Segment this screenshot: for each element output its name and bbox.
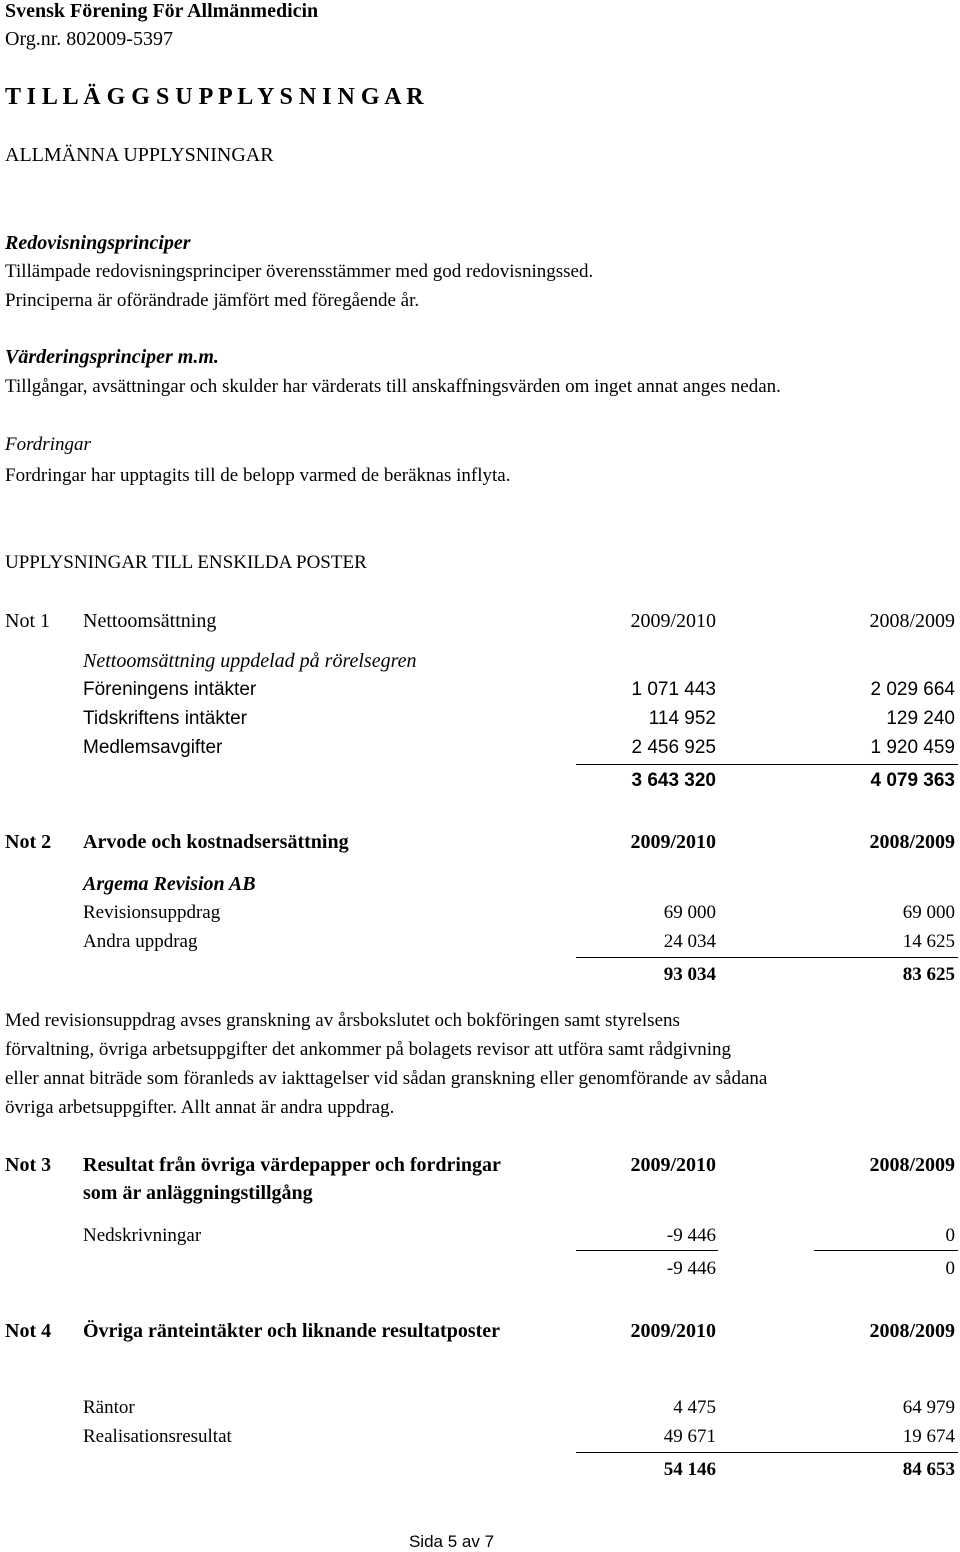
note2-explanation xyxy=(5,1006,935,1122)
table-row-value-1: 1 071 443 xyxy=(631,679,716,700)
org-number: Org.nr. 802009-5397 xyxy=(5,28,173,50)
table-row-value-2: 69 000 xyxy=(902,902,955,923)
note1-total-1: 3 643 320 xyxy=(631,770,716,791)
note2-total-2: 83 625 xyxy=(902,964,955,985)
note4-total-2: 84 653 xyxy=(902,1459,955,1480)
principles-line-2: Principerna är oförändrade jämfört med föregående år. xyxy=(5,290,420,311)
note1-title: Nettoomsättning xyxy=(83,610,217,632)
valuation-title: Värderingsprinciper m.m. xyxy=(5,346,219,368)
note3-sum-line-1 xyxy=(576,1250,718,1251)
note1-subtitle: Nettoomsättning uppdelad på rörelsegren xyxy=(83,650,417,672)
note1-total-2: 4 079 363 xyxy=(870,770,955,791)
table-row-value-2: 0 xyxy=(945,1225,955,1246)
note2-total-1: 93 034 xyxy=(663,964,716,985)
valuation-text: Tillgångar, avsättningar och skulder har värderats till anskaffningsvärden om inget annat anges nedan. xyxy=(5,376,781,397)
note2-col2-header: 2008/2009 xyxy=(869,831,955,853)
note3-col1-header: 2009/2010 xyxy=(630,1154,716,1176)
table-row-value-2: 1 920 459 xyxy=(870,737,955,758)
table-row-value-1: 2 456 925 xyxy=(631,737,716,758)
principles-title: Redovisningsprinciper xyxy=(5,232,191,254)
principles-line-1: Tillämpade redovisningsprinciper överensstämmer med god redovisningssed. xyxy=(5,261,594,282)
table-row-value-1: 4 475 xyxy=(673,1397,716,1418)
note3-label: Not 3 xyxy=(5,1154,52,1176)
table-row-value-2: 64 979 xyxy=(902,1397,955,1418)
note3-title-line-2: som är anläggningstillgång xyxy=(83,1182,313,1204)
note1-col1-header: 2009/2010 xyxy=(630,610,716,632)
note4-sum-line xyxy=(576,1452,958,1453)
note3-col2-header: 2008/2009 xyxy=(869,1154,955,1176)
table-row-value-1: -9 446 xyxy=(666,1225,716,1246)
page-number: Sida 5 av 7 xyxy=(408,1532,495,1551)
note4-col2-header: 2008/2009 xyxy=(869,1320,955,1342)
receivables-text: Fordringar har upptagits till de belopp varmed de beräknas inflyta. xyxy=(5,465,511,486)
table-row-label: Räntor xyxy=(83,1397,135,1418)
table-row-label: Revisionsuppdrag xyxy=(83,902,221,923)
specific-heading: UPPLYSNINGAR TILL ENSKILDA POSTER xyxy=(5,552,367,573)
note3-total-1: -9 446 xyxy=(666,1258,716,1279)
table-row-value-1: 49 671 xyxy=(663,1426,716,1447)
note4-total-1: 54 146 xyxy=(663,1459,716,1480)
page-title: T I L L Ä G G S U P P L Y S N I N G A R xyxy=(5,84,424,110)
note2-explanation-line: eller annat biträde som föranleds av iakttagelser vid sådan granskning eller genomförande av sådana xyxy=(5,1068,768,1089)
table-row-value-1: 69 000 xyxy=(663,902,716,923)
table-row-value-2: 129 240 xyxy=(886,708,955,729)
table-row-label: Andra uppdrag xyxy=(83,931,198,952)
note2-subtitle: Argema Revision AB xyxy=(83,873,256,895)
note4-col1-header: 2009/2010 xyxy=(630,1320,716,1342)
general-heading: ALLMÄNNA UPPLYSNINGAR xyxy=(5,144,274,166)
org-name: Svensk Förening För Allmänmedicin xyxy=(5,0,319,22)
note2-explanation-line: förvaltning, övriga arbetsuppgifter det ankommer på bolagets revisor att utföra samt rådgivning xyxy=(5,1039,732,1060)
note1-col2-header: 2008/2009 xyxy=(869,610,955,632)
note2-explanation-line: övriga arbetsuppgifter. Allt annat är andra uppdrag. xyxy=(5,1097,395,1118)
note1-label: Not 1 xyxy=(5,610,50,632)
note2-col1-header: 2009/2010 xyxy=(630,831,716,853)
table-row-value-1: 24 034 xyxy=(663,931,716,952)
note4-title: Övriga ränteintäkter och liknande resultatposter xyxy=(83,1320,501,1342)
note4-label: Not 4 xyxy=(5,1320,52,1342)
note1-sum-line xyxy=(576,764,958,765)
table-row-value-2: 14 625 xyxy=(902,931,955,952)
note2-sum-line xyxy=(576,957,958,958)
note2-label: Not 2 xyxy=(5,831,52,853)
table-row-label: Föreningens intäkter xyxy=(83,679,257,700)
note3-total-2: 0 xyxy=(945,1258,955,1279)
note2-explanation-line: Med revisionsuppdrag avses granskning av årsbokslutet och bokföringen samt styrelsens xyxy=(5,1010,680,1031)
table-row-label: Medlemsavgifter xyxy=(83,737,223,758)
table-row-value-2: 2 029 664 xyxy=(870,679,955,700)
note3-title-line-1: Resultat från övriga värdepapper och fordringar xyxy=(83,1154,501,1176)
table-row-label: Realisationsresultat xyxy=(83,1426,232,1447)
table-row-value-1: 114 952 xyxy=(648,708,716,729)
table-row-value-2: 19 674 xyxy=(902,1426,955,1447)
note3-sum-line-2 xyxy=(814,1250,958,1251)
table-row-label: Nedskrivningar xyxy=(83,1225,202,1246)
note2-title: Arvode och kostnadsersättning xyxy=(83,831,349,853)
receivables-title: Fordringar xyxy=(5,434,91,455)
table-row-label: Tidskriftens intäkter xyxy=(83,708,248,729)
